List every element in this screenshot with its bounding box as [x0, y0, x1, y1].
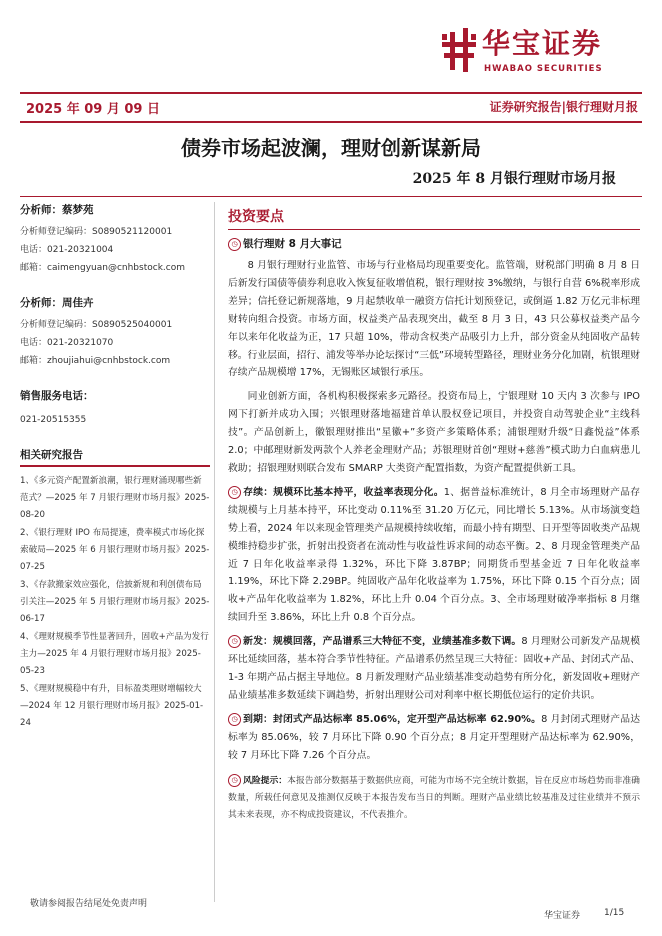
analyst-phone-label: 电话： [20, 245, 48, 255]
analyst-cert-value: S0890521120001 [92, 227, 173, 237]
analyst-name-label: 分析师： [20, 204, 62, 216]
risk-lead: 风险提示： [243, 776, 288, 787]
related-report-item[interactable]: 2、《银行理财 IPO 布局提速，费率模式市场化探索破局—2025 年 6 月银行理财市场月报》2025-07-25 [20, 528, 210, 572]
sales-phone: 021-20515355 [20, 415, 87, 425]
stock-lead: 存续：规模环比基本持平，收益率表现分化。 [243, 486, 444, 498]
footer-disclaimer: 敬请参阅报告结尾处免责声明 [30, 899, 148, 909]
analyst-name-label: 分析师： [20, 297, 62, 309]
related-reports-title: 相关研究报告 [20, 447, 210, 467]
title-rule [20, 196, 642, 197]
company-logo [442, 28, 642, 78]
analyst-name-value: 周佳卉 [62, 297, 94, 309]
report-date: 2025 年 09 月 09 日 [26, 102, 160, 117]
sidebar [20, 202, 210, 750]
risk-paragraph [228, 773, 640, 824]
related-report-item[interactable]: 4、《理财规模季节性显著回升，固收+产品为发行主力—2025 年 4 月银行理财市场月报》2025-05-23 [20, 632, 209, 676]
analyst-phone [20, 334, 210, 352]
clock-bullet-icon: ◷ [228, 713, 241, 726]
analyst-cert-label: 分析师登记编码： [20, 227, 93, 237]
clock-bullet-icon: ◷ [228, 635, 241, 648]
related-report-item[interactable]: 5、《理财规模稳中有升，目标盈类理财增幅较大—2024 年 12 月银行理财市场月报》2025-01-24 [20, 684, 204, 728]
analyst-cert-label: 分析师登记编码： [20, 320, 93, 330]
event-paragraph-2: 同业创新方面，各机构积极探索多元路径。投资布局上，宁银理财 10 天内 3 次参与 IPO 网下打新并成功入围；兴银理财落地福建首单认股权登记项目，并投资自动驾驶企业“主线科技”。产品创新上，徽银理财推出“星徽+”多资产多策略体系；浦银理财升级“日鑫悦益”体系 2.0；中邮理财新发两款个人养老金理财产品；苏银理财首创“理财+慈善”模式助力白血病患儿救助；招银理财则联合发布 SMARP 大类资产配置指数，为资产配置提供新工具。 [228, 391, 640, 474]
risk-body: 本报告部分数据基于数据供应商，可能为市场不完全统计数据，旨在反应市场趋势而非准确数量，所载任何意见及推测仅反映于本报告发布当日的判断。理财产品业绩比较基准及过往业绩并不预示其未来表现，亦不构成投资建议，不代表推介。 [228, 776, 640, 821]
related-reports [20, 447, 210, 732]
analyst-name [20, 295, 210, 310]
event-heading-text: 银行理财 8 月大事记 [243, 238, 342, 250]
analyst-name-value: 蔡梦苑 [62, 204, 94, 216]
clock-bullet-icon: ◷ [228, 238, 241, 251]
analyst-cert [20, 316, 210, 334]
stock-body: 1、据普益标准统计，8 月全市场理财产品存续规模与上月基本持平，环比变动 0.11%至 31.20 万亿元，同比增长 5.13%。从市场演变趋势上看，2024 年以来现金管理类产品规模持续收缩，而最小持有期型、日开型等固收类产品规模维持稳步扩张，折射出投资者在流动性与收益性诉求间的动态平衡。2、8 月现金管理类产品近 7 日年化收益率录得 1.32%，环比下降 3.87BP；同期货币型基金近 7 日年化收益率 1.19%，环比下降 2.29BP。纯固收产品年化收益率为 1.75%，环比下降 0.15 个百分点；固收+产品年化收益率为 1.82%，环比上升 0.04 个百分点。3、全市场理财破净率指标 8 月继续回升至 3.86%，环比上升 0.8 个百分点。 [228, 486, 640, 624]
footer-company: 华宝证券 [544, 911, 581, 921]
main-content [228, 206, 640, 833]
analyst-phone-value: 021-20321070 [47, 338, 114, 348]
analyst-phone-value: 021-20321004 [47, 245, 114, 255]
stock-paragraph [228, 484, 640, 627]
clock-bullet-icon: ◷ [228, 486, 241, 499]
maturity-lead: 到期：封闭式产品达标率 85.06%，定开型产品达标率 62.90%。 [243, 713, 542, 725]
analyst-cert-value: S0890525040001 [92, 320, 173, 330]
header-band-bottom-rule [20, 121, 642, 123]
page-subtitle: 2025 年 8 月银行理财市场月报 [412, 171, 616, 187]
event-heading [228, 236, 640, 251]
new-issue-paragraph [228, 633, 640, 705]
analyst-phone-label: 电话： [20, 338, 48, 348]
new-issue-body: 8 月理财公司新发产品规模环比延续回落，基本符合季节性特征。产品谱系仍然呈现三大特征：固收+产品、封闭式产品、1-3 年期产品占据主导地位。8 月新发理财产品业绩基准变动趋势有所分化，新发固收+理财产品业绩基准多数延续下调趋势，折射出理财公司对利率中枢长期低位运行的定价共识。 [228, 636, 641, 701]
analyst-email-link[interactable]: zhoujiahui@cnhbstock.com [47, 356, 171, 366]
analyst-email [20, 352, 210, 370]
clock-bullet-icon: ◷ [228, 774, 241, 787]
logo-cn-text: 华宝证券 [482, 27, 603, 60]
report-type: 证券研究报告|银行理财月报 [489, 100, 638, 114]
event-paragraph-1: 8 月银行理财行业监管、市场与行业格局均现重要变化。监管端，财税部门明确 8 月 8 日后新发行国债等债券利息收入恢复征收增值税，银行理财按 3%缴纳，与银行自营 6%税率形成差异；信托登记新规落地，9 月起禁收单一融资方信托计划预登记，或倒逼 1.82 万亿元非标理财转向组合投资。市场方面，权益类产品表现突出，截至 8 月 3 日，43 只公募权益类产品今年以来年化收益为正，17 只超 10%，带动含权类产品吸引力上升，部分资金从纯固收产品转移。行业层面，招行、浦发等举办论坛探讨“三低”环境转型路径，理财业务分化加剧，杭银理财存续产品规模增 17%，无锡账区域银行承压。 [228, 260, 640, 379]
related-report-item[interactable]: 3、《存款搬家效应强化，信披新规和利创债布局引关注—2025 年 5 月银行理财市场月报》2025-06-17 [20, 580, 210, 624]
analyst-cert [20, 223, 210, 241]
maturity-body: 8 月封闭式理财产品达标率为 85.06%，较 7 月环比下降 0.90 个百分点；8 月定开型理财产品达标率为 62.90%，较 7 月环比下降 7.26 个百分点。 [228, 713, 640, 761]
analyst-block [20, 202, 210, 277]
page-title: 债券市场起波澜，理财创新谋新局 [181, 136, 481, 160]
analyst-email-link[interactable]: caimengyuan@cnhbstock.com [47, 263, 185, 273]
maturity-paragraph [228, 711, 640, 765]
sales-title: 销售服务电话： [20, 390, 94, 402]
analyst-email [20, 259, 210, 277]
analyst-name [20, 202, 210, 217]
header-band-top-rule [20, 92, 642, 94]
footer-page-number: 1/15 [604, 908, 625, 918]
analyst-email-label: 邮箱： [20, 263, 48, 273]
section-title: 投资要点 [228, 206, 640, 230]
analyst-block [20, 295, 210, 370]
sales-block [20, 388, 210, 429]
related-report-item[interactable]: 1、《多元资产配置新浪潮，银行理财涌现哪些新范式？—2025 年 7 月银行理财市场月报》2025-08-20 [20, 476, 210, 520]
logo-mark-icon [442, 28, 476, 72]
analyst-phone [20, 241, 210, 259]
new-issue-lead: 新发：规模回落，产品谱系三大特征不变，业绩基准多数下调。 [243, 636, 522, 648]
column-divider [214, 202, 215, 902]
logo-en-text: HWABAO SECURITIES [484, 64, 603, 74]
analyst-email-label: 邮箱： [20, 356, 48, 366]
